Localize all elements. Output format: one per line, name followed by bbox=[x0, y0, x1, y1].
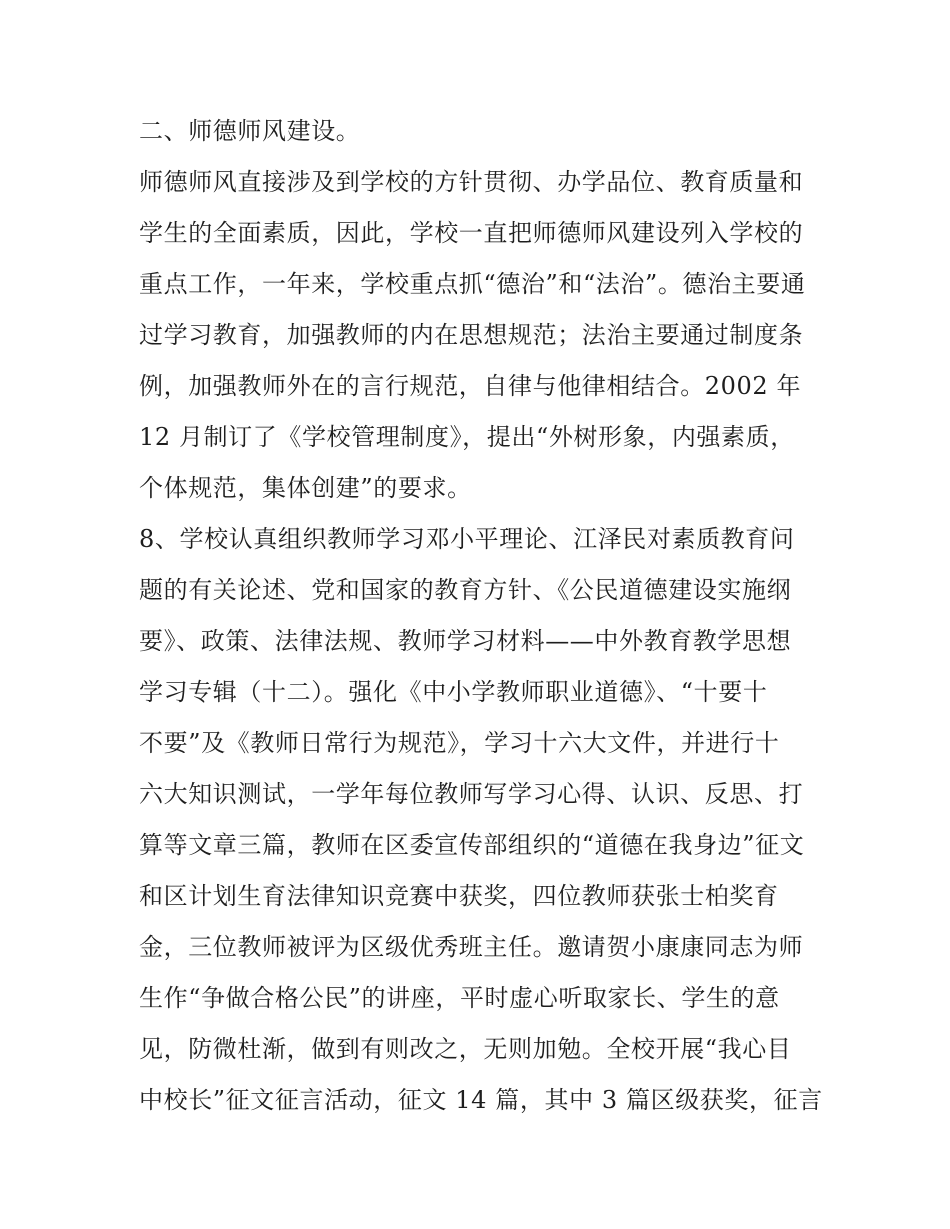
paragraph-line: 和区计划生育法律知识竞赛中获奖，四位教师获张士柏奖育 bbox=[139, 882, 779, 910]
paragraph-line: 过学习教育，加强教师的内在思想规范；法治主要通过制度条 bbox=[139, 321, 804, 349]
section-heading: 二、师德师风建设。 bbox=[139, 117, 361, 145]
paragraph-line: 金，三位教师被评为区级优秀班主任。邀请贺小康康同志为师 bbox=[139, 933, 804, 961]
paragraph-line: 六大知识测试，一学年每位教师写学习心得、认识、反思、打 bbox=[139, 780, 804, 808]
paragraph-line: 学习专辑（十二）。强化《中小学教师职业道德》、“十要十 bbox=[139, 678, 768, 706]
paragraph-line: 重点工作，一年来，学校重点抓“德治”和“法治”。德治主要通 bbox=[139, 270, 806, 298]
paragraph-line: 算等文章三篇，教师在区委宣传部组织的“道德在我身边”征文 bbox=[139, 831, 805, 859]
paragraph-line: 师德师风直接涉及到学校的方针贯彻、办学品位、教育质量和 bbox=[139, 168, 804, 196]
paragraph-line: 见，防微杜渐，做到有则改之，无则加勉。全校开展“我心目 bbox=[139, 1035, 792, 1063]
paragraph-line: 8、学校认真组织教师学习邓小平理论、江泽民对素质教育问 bbox=[139, 525, 795, 553]
paragraph-line: 12 月制订了《学校管理制度》，提出“外树形象，内强素质， bbox=[139, 423, 795, 451]
paragraph-line: 生作“争做合格公民”的讲座，平时虚心听取家长、学生的意 bbox=[139, 984, 780, 1012]
paragraph-line: 题的有关论述、党和国家的教育方针、《公民道德建设实施纲 bbox=[139, 576, 792, 604]
paragraph-line: 学生的全面素质，因此，学校一直把师德师风建设列入学校的 bbox=[139, 219, 804, 247]
paragraph-line: 例，加强教师外在的言行规范，自律与他律相结合。2002 年 bbox=[139, 372, 802, 400]
document-body bbox=[139, 109, 829, 1129]
paragraph-line: 个体规范，集体创建”的要求。 bbox=[139, 474, 472, 502]
paragraph-line: 不要”及《教师日常行为规范》，学习十六大文件，并进行十 bbox=[139, 729, 780, 757]
paragraph-line: 中校长”征文征言活动，征文 14 篇，其中 3 篇区级获奖，征言 bbox=[139, 1086, 823, 1114]
paragraph-line: 要》、政策、法律法规、教师学习材料——中外教育教学思想 bbox=[139, 627, 792, 655]
